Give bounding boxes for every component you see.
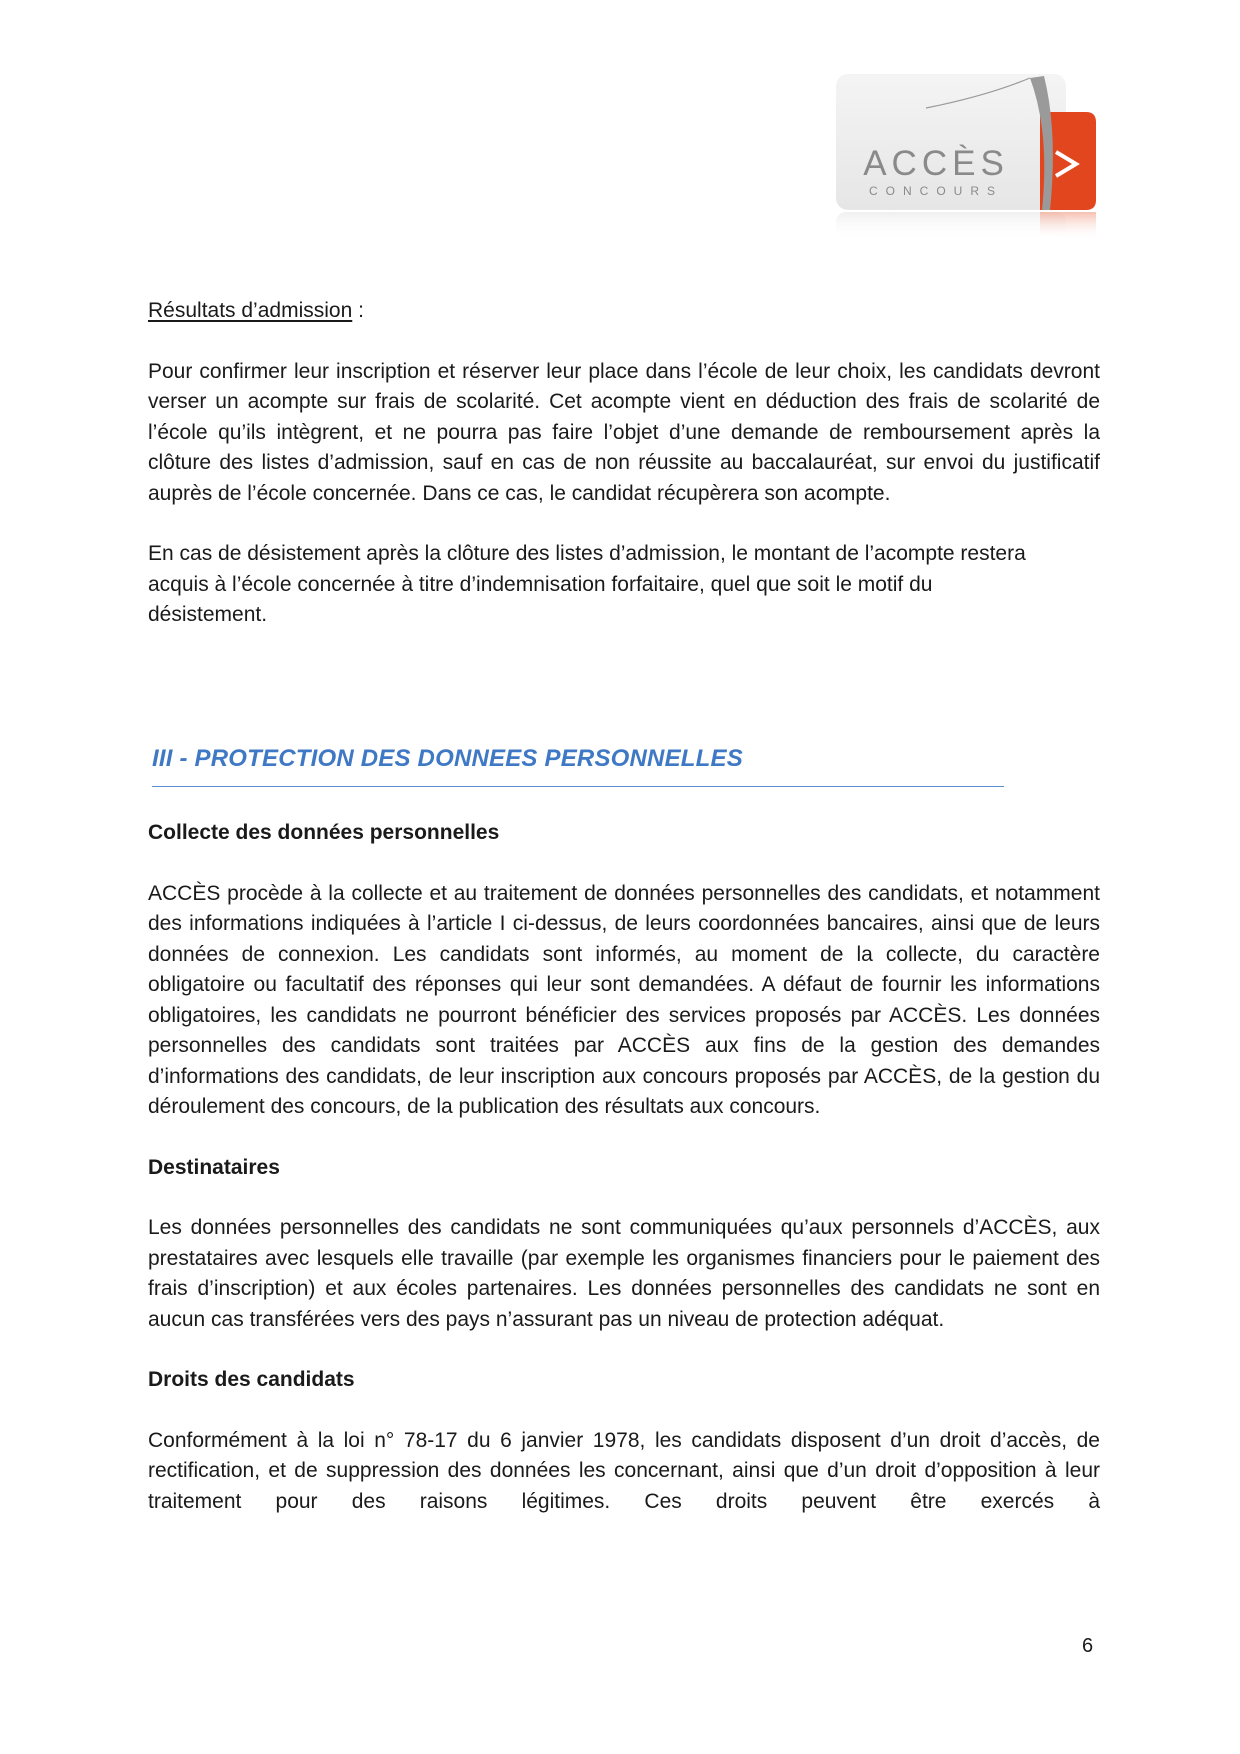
chevron-right-icon <box>1052 144 1082 184</box>
admission-heading-colon: : <box>352 299 364 322</box>
page-number: 6 <box>1082 1635 1094 1657</box>
destinataires-heading: Destinataires <box>148 1155 280 1179</box>
data-protection-section <box>148 818 1100 1517</box>
admission-paragraph-1: Pour confirmer leur inscription et réserver leur place dans l’école de leur choix, les candidats devront verser un acompte sur frais de scolarité. Cet acompte vient en déduction des frais de scolarité de l’école qu’ils intègrent, et ne pourra pas faire l’objet d’une demande de remboursement après la clôture des listes d’admission, sauf en cas de non réussite au baccalauréat, sur envoi du justificatif auprès de l’école concernée. Dans ce cas, le candidat récupèrera son acompte. <box>148 359 1100 505</box>
destinataires-paragraph: Les données personnelles des candidats ne sont communiquées qu’aux personnels d’ACCÈS, aux prestataires avec lesquels elle travaille (par exemple les organismes financiers pour le paiement des frais d’inscription) et aux écoles partenaires. Les données personnelles des candidats ne sont en aucun cas transférées vers des pays n’assurant pas un niveau de protection adéquat. <box>148 1216 1100 1331</box>
droits-paragraph: Conformément à la loi n° 78-17 du 6 janvier 1978, les candidats disposent d’un droit d’accès, de rectification, et de suppression des données les concernant, ainsi que d’un droit d’opposition à leur traitement pour des raisons légitimes. Ces droits peuvent être exercés à <box>148 1428 1100 1513</box>
logo-tagline: CONCOURS <box>868 184 1003 198</box>
admission-heading: Résultats d’admission <box>148 299 353 322</box>
admission-paragraph-2: En cas de désistement après la clôture des listes d’admission, le montant de l’acompte restera acquis à l’école concernée à titre d’indemnisation forfaitaire, quel que soit le motif du désistement. <box>148 542 1026 626</box>
acces-concours-logo <box>836 72 1098 242</box>
droits-heading: Droits des candidats <box>148 1368 355 1391</box>
collecte-heading: Collecte des données personnelles <box>148 821 500 844</box>
admission-heading-line <box>148 296 1100 327</box>
collecte-paragraph: ACCÈS procède à la collecte et au traitement de données personnelles des candidats, et notamment des informations indiquées à l’article I ci-dessus, de leurs coordonnées bancaires, ainsi que de leurs données de connexion. Les candidats sont informés, au moment de la collecte, du caractère obligatoire ou facultatif des réponses qui leur sont demandées. A défaut de fournir les informations obligatoires, les candidats ne pourront bénéficier des services proposés par ACCÈS. Les données personnelles des candidats sont traitées par ACCÈS aux fins de la gestion des demandes d’informations des candidats, de leur inscription aux concours proposés par ACCÈS, de la gestion du déroulement des concours, de la publication des résultats aux concours. <box>148 881 1100 1118</box>
admission-section <box>148 296 1100 631</box>
section-title: III - PROTECTION DES DONNEES PERSONNELLES <box>152 744 1004 787</box>
logo-wordmark: ACCÈS <box>863 144 1009 183</box>
